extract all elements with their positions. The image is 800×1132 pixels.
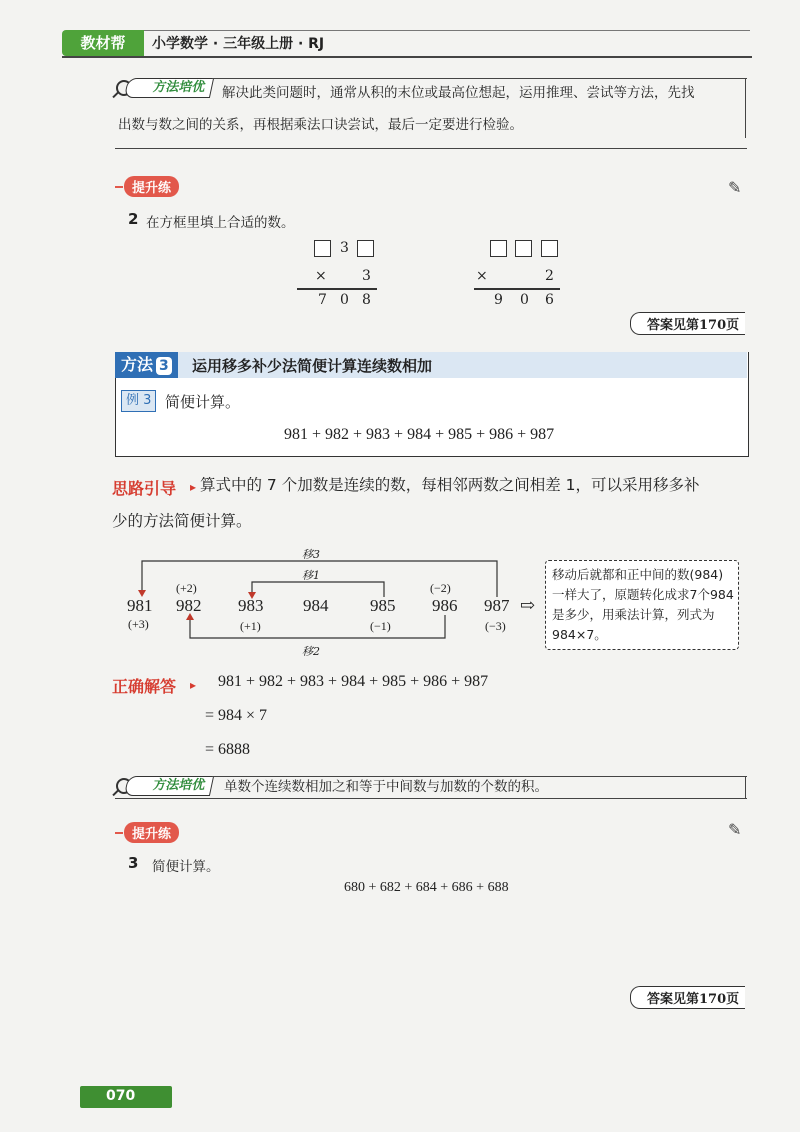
result-rule [474,288,560,290]
seq-number: 981 [127,596,153,615]
question-number: 3 [128,854,139,872]
move-label: 移3 [302,548,320,561]
blank-box[interactable] [515,240,532,257]
move-label: 移2 [302,645,320,658]
move2-path [190,615,445,638]
result-digit: 8 [362,292,371,308]
method3-tag [115,352,178,378]
question-text: 简便计算。 [152,859,220,875]
practice-dash [115,832,123,834]
book-title: 小学数学 · 三年级上册 · RJ [152,36,325,52]
question-text: 在方框里填上合适的数。 [146,215,295,231]
adjust-983: (+1) [240,619,261,633]
thinking-line-2: 少的方法简便计算。 [112,512,252,530]
method3-tag-label: 方法 [121,355,154,374]
seq-number: 987 [484,596,510,615]
adjust-981: (+3) [128,617,149,631]
arrow-right-icon: ⇨ [520,595,536,616]
tip-box-bottom [115,148,747,149]
thinking-label: 思路引导 [112,479,177,498]
solution-line-2: = 984 × 7 [205,707,268,724]
example-tag: 例 3 [121,390,156,412]
blank-box[interactable] [541,240,558,257]
multiplier: 2 [545,268,554,284]
result-rule [297,288,377,290]
method-tip-label: 方法培优 [124,78,214,98]
question-expression: 680 + 682 + 684 + 686 + 688 [344,880,509,895]
blank-box[interactable] [357,240,374,257]
practice-label: 提升练 [124,822,179,843]
thinking-line-1: 算式中的 7 个加数是连续的数，每相邻两数之间相差 1，可以采用移多补 [200,476,700,494]
page-badge [80,1086,172,1108]
tip-line-2: 出数与数之间的关系，再根据乘法口诀尝试，最后一定要进行检验。 [118,117,523,133]
solution-label: 正确解答 [112,677,177,696]
seq-number: 986 [432,596,458,615]
adjust-985: (−1) [370,619,391,633]
header-rule [62,56,752,58]
arrow-icon: ▸ [190,480,197,494]
seq-number: 982 [176,596,202,615]
brand-tab [62,30,144,56]
brand-label: 教材帮 [80,34,126,52]
move-label: 移1 [302,569,320,582]
tip-box-right [745,78,746,138]
page-number: 070 [106,1088,136,1104]
example-expression: 981 + 982 + 983 + 984 + 985 + 986 + 987 [284,426,555,443]
solution-line-1: 981 + 982 + 983 + 984 + 985 + 986 + 987 [218,673,489,690]
result-digit: 9 [494,292,503,308]
answer-reference[interactable]: 答案见第170页 [630,986,745,1009]
tip2-text: 单数个连续数相加之和等于中间数与加数的个数的积。 [224,779,548,795]
times-sign: × [476,268,488,284]
practice-dash [115,186,123,188]
header-top-rule [140,30,750,31]
result-digit: 0 [340,292,349,308]
times-sign: × [315,268,327,284]
result-digit: 0 [520,292,529,308]
seq-number: 983 [238,596,264,615]
practice-label: 提升练 [124,176,179,197]
result-digit: 6 [545,292,554,308]
adjust-986: (−2) [430,581,451,595]
digit: 3 [340,240,349,256]
result-digit: 7 [318,292,327,308]
blank-box[interactable] [490,240,507,257]
move1-path [252,582,384,597]
adjust-987: (−3) [485,619,506,633]
question-number: 2 [128,210,139,228]
adjust-982: (+2) [176,581,197,595]
solution-line-3: = 6888 [205,741,251,758]
seq-number: 984 [303,596,329,615]
arrow-icon: ▸ [190,678,197,692]
seq-number: 985 [370,596,396,615]
multiplier: 3 [362,268,371,284]
method3-title: 运用移多补少法简便计算连续数相加 [192,357,433,375]
tip-line-1: 解决此类问题时，通常从积的末位或最高位想起，运用推理、尝试等方法，先找 [222,85,695,101]
note-text: 移动后就都和正中间的数(984)一样大了，原题转化成求7个984是多少，用乘法计算，列式为984×7。 [552,567,734,642]
tip-box-right [745,776,746,798]
blank-box[interactable] [314,240,331,257]
pencil-icon: ✎ [728,178,742,197]
method3-tag-num: 3 [156,357,172,375]
pencil-icon: ✎ [728,820,742,839]
answer-reference[interactable]: 答案见第170页 [630,312,745,335]
method-tip-label: 方法培优 [124,776,214,796]
example-text: 简便计算。 [165,393,241,411]
